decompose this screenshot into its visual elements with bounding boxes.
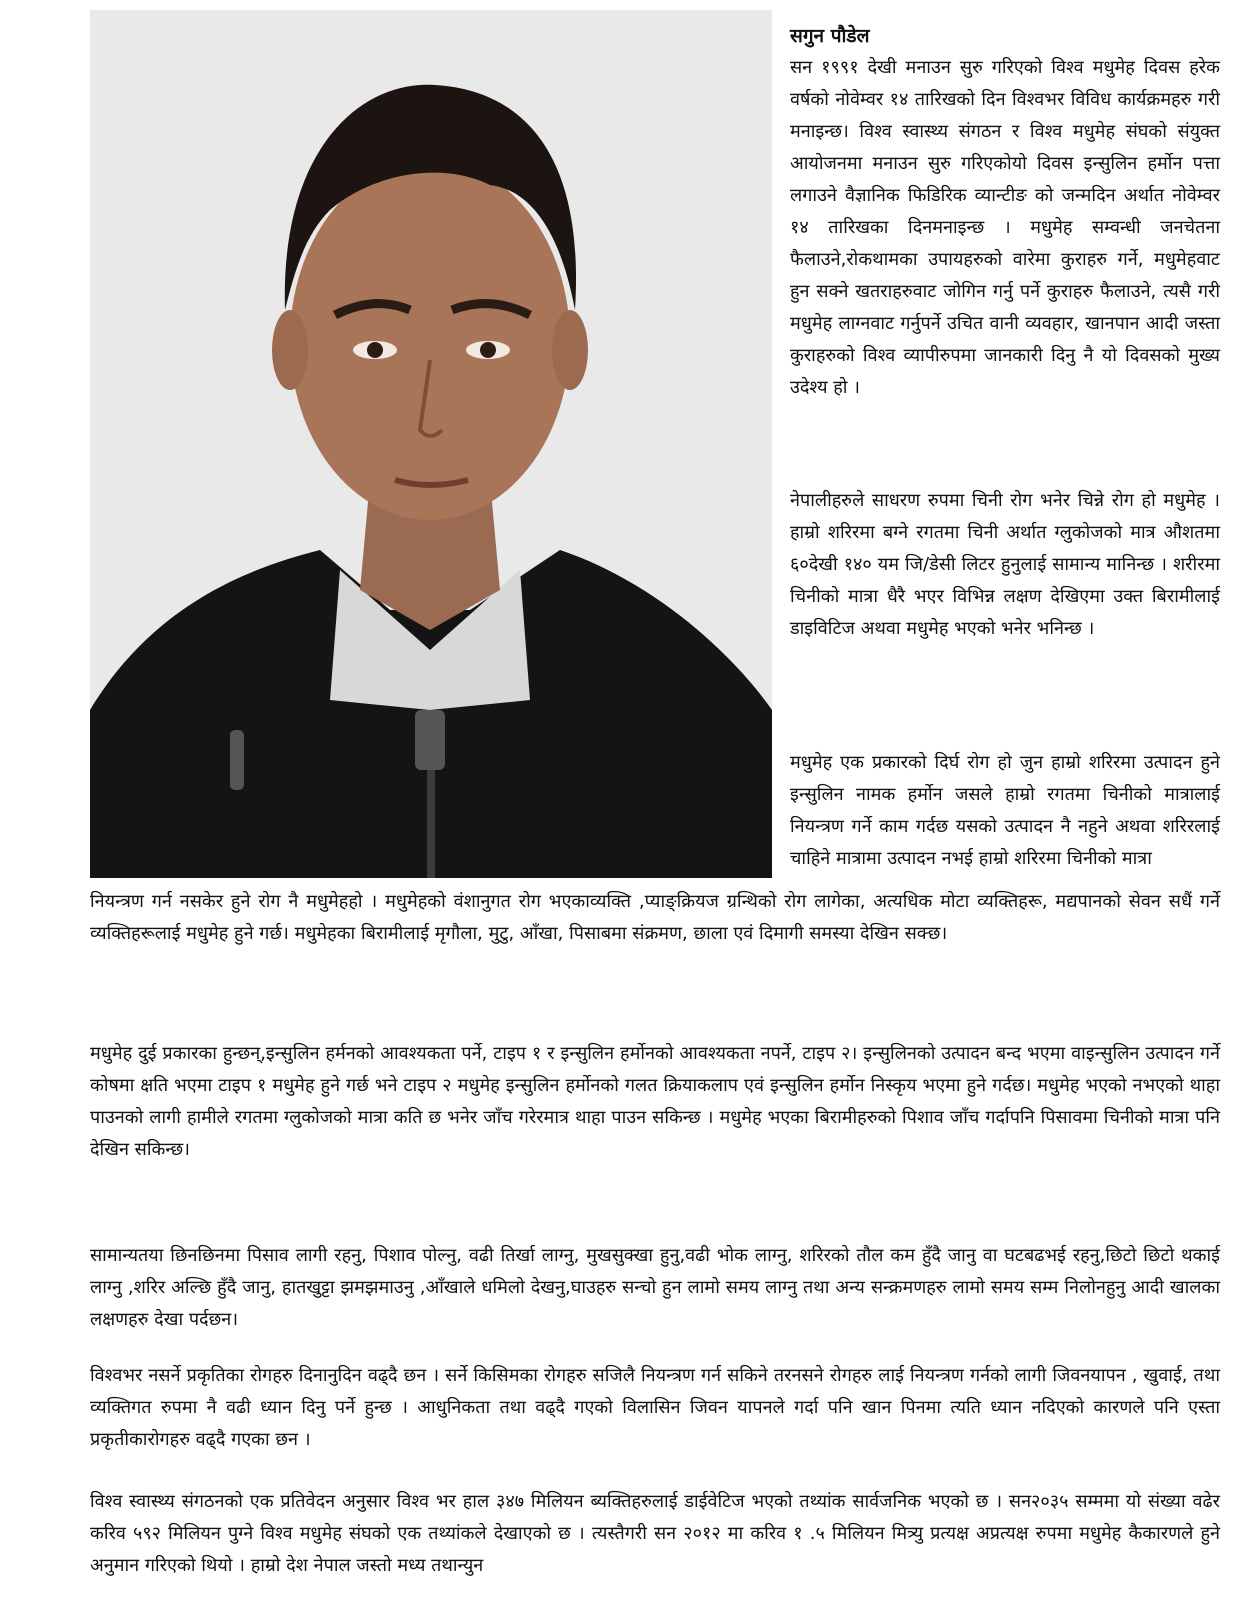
paragraph-3-continued: नियन्त्रण गर्न नसकेर हुने रोग नै मधुमेहहो । मधुमेहको वंशानुगत रोग भएकाव्यक्ति ,प्याङ्क्रियज ग्रन्थिको रोग लागेका, अत्यधिक मोटा व्यक्तिहरू, मद्यपानको सेवन सधैं गर्ने व्यक्तिहरूलाई मधुमेह हुने गर्छ। मधुमेहका बिरामीलाई मृगौला, मुटु, आँखा, पिसाबमा संक्रमण, छाला एवं दिमागी समस्या देखिन सक्छ। — [90, 891, 1220, 944]
paragraph-1: सन १९९१ देखी मनाउन सुरु गरिएको विश्व मधुमेह दिवस हरेक वर्षको नोवेम्वर १४ तारिखको दिन विश्वभर विविध कार्यक्रमहरु गरी मनाइन्छ। विश्व स्वास्थ्य संगठन र विश्व मधुमेह संघको संयुक्त आयोजनमा मनाउन सुरु गरिएकोयो दिवस इन्सुलिन हर्मोन पत्ता लगाउने वैज्ञानिक फिडिरिक व्यान्टीङ को जन्मदिन अर्थात नोवेम्वर १४ तारिखका दिनमनाइन्छ । मधुमेह सम्वन्धी जनचेतना फैलाउने,रोकथामका उपायहरुको वारेमा कुराहरु गर्ने, मधुमेहवाट हुन सक्ने खतराहरुवाट जोगिन गर्नु पर्ने कुराहरु फैलाउने, त्यसै गरी मधुमेह लाग्नवाट गर्नुपर्ने उचित वानी व्यवहार, खानपान आदी जस्ता कुराहरुको विश्व व्यापीरुपमा जानकारी दिनु नै यो दिवसको मुख्य उदेश्य हो । — [790, 57, 1220, 398]
paragraph-4: मधुमेह दुई प्रकारका हुन्छन्,इन्सुलिन हर्मनको आवश्यकता पर्ने, टाइप १ र इन्सुलिन हर्मोनको आवश्यकता नपर्ने, टाइप २। इन्सुलिनको उत्पादन बन्द भएमा वाइन्सुलिन उत्पादन गर्ने कोषमा क्षति भएमा टाइप १ मधुमेह हुने गर्छ भने टाइप २ मधुमेह इन्सुलिन हर्मोनको गलत क्रियाकलाप एवं इन्सुलिन हर्मोन निस्कृय भएमा हुने गर्दछ। मधुमेह भएको नभएको थाहा पाउनको लागी हामीले रगतमा ग्लुकोजको मात्रा कति छ भनेर जाँच गरेरमात्र थाहा पाउन सकिन्छ । मधुमेह भएका बिरामीहरुको पिशाव जाँच गर्दापनि पिसावमा चिनीको मात्रा पनि देखिन सकिन्छ। — [90, 1043, 1220, 1160]
right-column — [790, 20, 1220, 404]
paragraph-7: विश्व स्वास्थ्य संगठनको एक प्रतिवेदन अनुसार विश्व भर हाल ३४७ मिलियन ब्यक्तिहरुलाई डाईवेटिज भएको तथ्यांक सार्वजनिक भएको छ । सन२०३५ सम्ममा यो संख्या वढेर करिव ५९२ मिलियन पुग्ने विश्व मधुमेह संघको एक तथ्यांकले देखाएको छ । त्यस्तैगरी सन २०१२ मा करिव १ .५ मिलियन मित्र्यु प्रत्यक्ष अप्रत्यक्ष रुपमा मधुमेह कैकारणले हुने अनुमान गरिएको थियो । हाम्रो देश नेपाल जस्तो मध्य तथान्युन — [90, 1491, 1220, 1576]
paragraph-6: विश्वभर नसर्ने प्रकृतिका रोगहरु दिनानुदिन वढ्दै छन । सर्ने किसिमका रोगहरु सजिलै नियन्त्रण गर्न सकिने तरनसने रोगहरु लाई नियन्त्रण गर्नको लागी जिवनयापन , खुवाई, तथा व्यक्तिगत रुपमा नै वढी ध्यान दिनु पर्ने हुन्छ । आधुनिकता तथा वढ्दै गएको विलासिन जिवन यापनले गर्दा पनि खान पिनमा त्यति ध्यान नदिएको कारणले पनि एस्ता प्रकृतीकारोगहरु वढ्दै गएका छन । — [90, 1365, 1220, 1450]
paragraph-2: नेपालीहरुले साधरण रुपमा चिनी रोग भनेर चिन्ने रोग हो मधुमेह । हाम्रो शरिरमा बग्ने रगतमा चिनी अर्थात ग्लुकोजको मात्र औशतमा ६०देखी १४० यम जि/डेसी लिटर हुनुलाई सामान्य मानिन्छ । शरीरमा चिनीको मात्रा धैरै भएर विभिन्न लक्षण देखिएमा उक्त बिरामीलाई डाइविटिज अथवा मधुमेह भएको भनेर भनिन्छ । — [790, 490, 1220, 639]
author-portrait-photo — [90, 10, 772, 878]
author-name: सगुन पौडेल — [790, 25, 870, 47]
paragraph-3-right: मधुमेह एक प्रकारको दिर्घ रोग हो जुन हाम्रो शरिरमा उत्पादन हुने इन्सुलिन नामक हर्मोन जसले हाम्रो रगतमा चिनीको मात्रालाई नियन्त्रण गर्ने काम गर्दछ यसको उत्पादन नै नहुने अथवा शरिरलाई चाहिने मात्रामा उत्पादन नभई हाम्रो शरिरमा चिनीको मात्रा — [790, 752, 1220, 869]
paragraph-5: सामान्यतया छिनछिनमा पिसाव लागी रहनु, पिशाव पोल्नु, वढी तिर्खा लाग्नु, मुखसुक्खा हुनु,वढी भोक लाग्नु, शरिरको तौल कम हुँदै जानु वा घटबढभई रहनु,छिटो छिटो थकाई लाग्नु ,शरिर अल्छि हुँदै जानु, हातखुट्टा झमझमाउनु ,आँखाले धमिलो देखनु,घाउहरु सन्चो हुन लामो समय लाग्नु तथा अन्य सन्क्रमणहरु लामो समय सम्म निलोनहुनु आदी खालका लक्षणहरु देखा पर्दछन। — [90, 1245, 1220, 1330]
